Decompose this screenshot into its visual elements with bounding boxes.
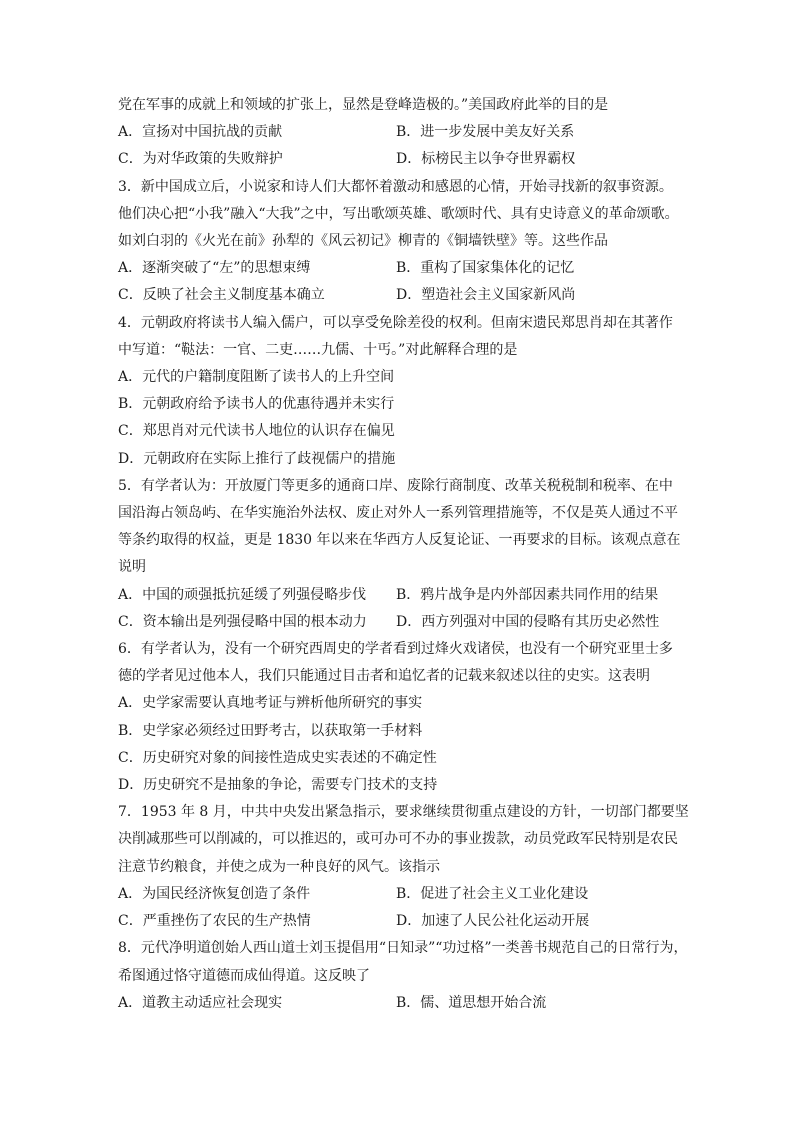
question-text-line: 党在军事的成就上和领域的扩张上，显然是登峰造极的。”美国政府此举的目的是 <box>118 97 609 113</box>
option-a: A．为国民经济恢复创造了条件 <box>118 885 311 902</box>
question-7-line: 注意节约粮食，并使之成为一种良好的风气。该指示 <box>118 858 440 875</box>
option-b: B．元朝政府给予读书人的优惠待遇并未实行 <box>118 396 395 413</box>
option-d: D．塑造社会主义国家新风尚 <box>396 287 576 304</box>
option-a: A．中国的顽强抵抗延缓了列强侵略步伐 <box>118 586 367 603</box>
options-row <box>118 582 678 609</box>
option-d: D．加速了人民公社化运动开展 <box>396 913 590 930</box>
option-c: C．为对华政策的失败辩护 <box>118 151 283 168</box>
option-d: D．西方列强对中国的侵略有其历史必然性 <box>396 613 660 630</box>
question-5-line: 国沿海占领岛屿、在华实施治外法权、废止对外人一系列管理措施等，不仅是英人通过不平 <box>118 505 678 522</box>
option-d: D．历史研究不是抽象的争论，需要专门技术的支持 <box>118 777 438 794</box>
options-row <box>118 282 678 309</box>
question-7-line: 决削减那些可以削减的，可以推迟的，或可办可不办的事业拨款，动员党政军民特别是农民 <box>118 831 678 848</box>
question-6-line: 德的学者见过他本人，我们只能通过目击者和追忆者的记载来叙述以往的史实。这表明 <box>118 668 650 685</box>
option-c: C．郑思肖对元代读书人地位的认识存在偏见 <box>118 423 395 440</box>
option-c: C．历史研究对象的间接性造成史实表述的不确定性 <box>118 749 437 766</box>
option-c: C．资本输出是列强侵略中国的根本动力 <box>118 613 367 630</box>
option-a: A．史学家需要认真地考证与辨析他所研究的事实 <box>118 695 423 712</box>
options-row <box>118 881 678 908</box>
option-b: B．鸦片战争是内外部因素共同作用的结果 <box>396 586 659 603</box>
option-a: A．逐渐突破了“左”的思想束缚 <box>118 260 311 277</box>
option-a: A．元代的户籍制度阻断了读书人的上升空间 <box>118 369 395 386</box>
option-a: A．宣扬对中国抗战的贡献 <box>118 124 283 141</box>
question-5-line: 说明 <box>118 559 146 576</box>
option-b: B．促进了社会主义工业化建设 <box>396 885 589 902</box>
question-7-line: 7．1953 年 8 月，中共中央发出紧急指示，要求继续贯彻重点建设的方针，一切部门都要坚 <box>118 804 689 821</box>
option-b: B．进一步发展中美友好关系 <box>396 124 575 141</box>
option-a: A．道教主动适应社会现实 <box>118 994 283 1011</box>
question-5-line: 等条约取得的权益，更是 1830 年以来在华西方人反复论证、一再要求的目标。该观点意在 <box>118 532 681 549</box>
option-d: D．标榜民主以争夺世界霸权 <box>396 151 576 168</box>
question-3-line: 如刘白羽的《火光在前》孙犁的《风云初记》柳青的《铜墙铁壁》等。这些作品 <box>118 233 608 250</box>
option-b: B．史学家必须经过田野考古，以获取第一手材料 <box>118 722 423 739</box>
question-6-line: 6．有学者认为，没有一个研究西周史的学者看到过烽火戏诸侯，也没有一个研究亚里士多 <box>118 641 673 658</box>
option-b: B．儒、道思想开始合流 <box>396 994 547 1011</box>
option-d: D．元朝政府在实际上推行了歧视儒户的措施 <box>118 450 396 467</box>
question-4-line: 4．元朝政府将读书人编入儒户，可以享受免除差役的权利。但南宋遗民郑思肖却在其著作 <box>118 314 673 331</box>
page-content <box>118 92 689 1017</box>
question-3-line: 3．新中国成立后，小说家和诗人们大都怀着激动和感恩的心情，开始寻找新的叙事资源。 <box>118 178 673 195</box>
option-c: C．严重挫伤了农民的生产热情 <box>118 913 311 930</box>
option-c: C．反映了社会主义制度基本确立 <box>118 287 325 304</box>
options-row <box>118 119 678 146</box>
options-row <box>118 990 678 1017</box>
question-3-line: 他们决心把“小我”融入“大我”之中，写出歌颂英雄、歌颂时代、具有史诗意义的革命颂歌。 <box>118 205 679 222</box>
question-8-line: 8．元代净明道创始人西山道士刘玉提倡用“日知录”“功过格”一类善书规范自己的日常行为， <box>118 940 688 957</box>
question-5-line: 5．有学者认为：开放厦门等更多的通商口岸、废除行商制度、改革关税税制和税率、在中 <box>118 477 673 494</box>
question-8-line: 希图通过恪守道德而成仙得道。这反映了 <box>118 967 370 984</box>
option-b: B．重构了国家集体化的记忆 <box>396 260 575 277</box>
options-row <box>118 146 678 173</box>
options-row <box>118 609 678 636</box>
options-row <box>118 255 678 282</box>
options-row <box>118 908 678 935</box>
question-4-line: 中写道：“鞑法：一官、二吏……九儒、十丐。”对此解释合理的是 <box>118 341 518 358</box>
